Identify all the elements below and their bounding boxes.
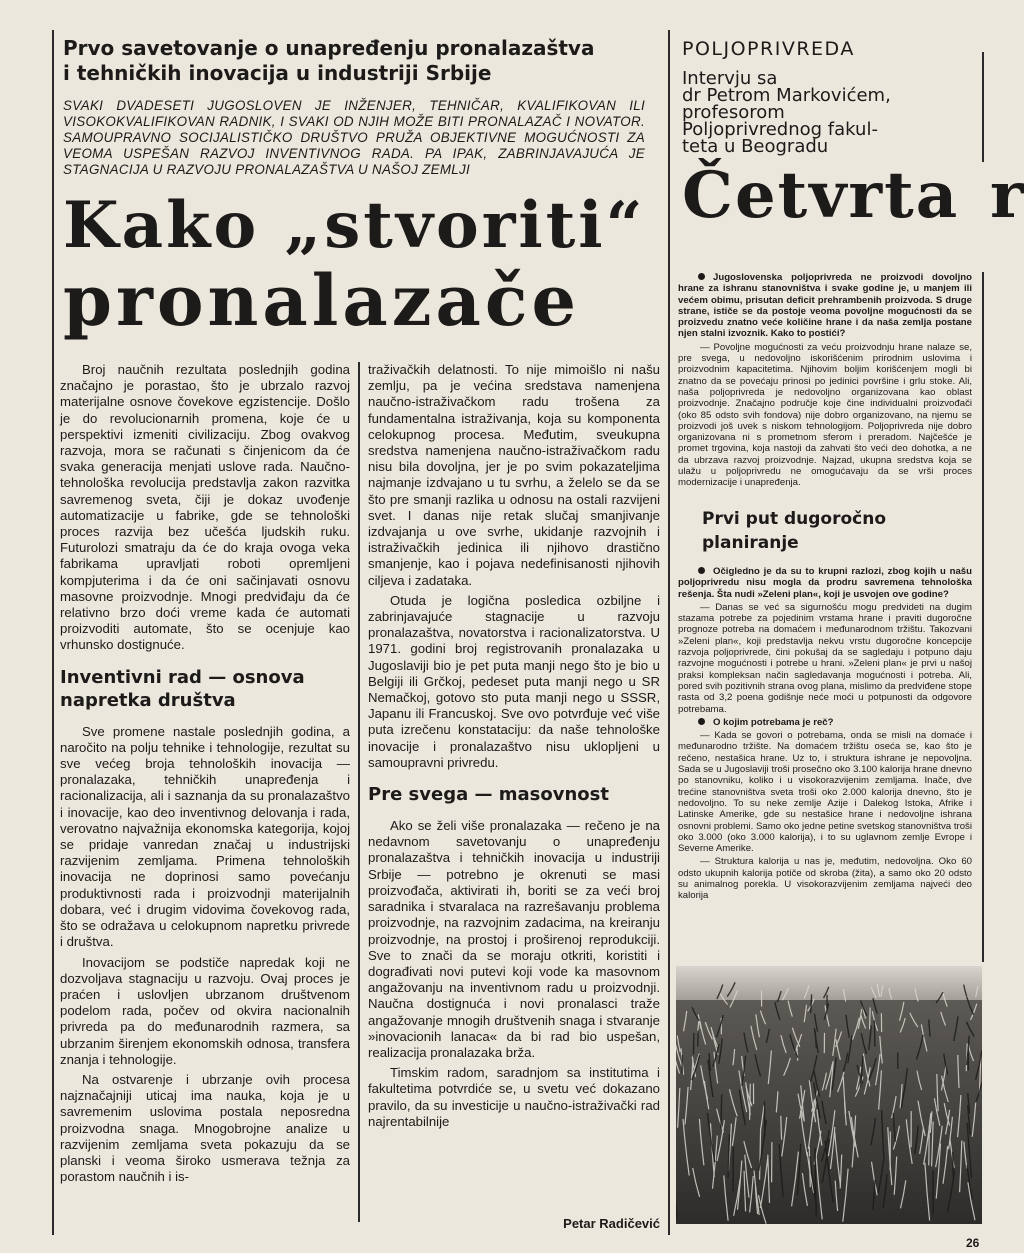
subheading: Inventivni rad — osnova napretka društva	[60, 666, 305, 711]
crop-stalk	[721, 1094, 722, 1128]
interview-subheading: Prvi put dugoročno planiranje	[702, 509, 887, 553]
interview-text-top	[678, 272, 972, 491]
sidebar-headline: Četvrta	[682, 158, 960, 233]
interview-line: Poljoprivrednog fakul-	[682, 119, 878, 140]
crop-stalk	[750, 1084, 751, 1120]
article-byline: Petar Radičević	[563, 1216, 660, 1231]
interview-answer: — Kada se govori o potrebama, onda se misli na domaće i međunarodno tržište. Na domaćem tržištu oseća se, kao što je rečeno, nestašica hrane. Uz to, i struktura ishrane je nepovoljna. Sada se u Jugoslaviji troši prosečno oko 3.100 kalorija hrane dnevno po stanovniku, koliko i u visokorazvijenim zemljama. Inače, dve trećine stanovništva sveta troši oko 2.000 kalorija dnevno, što je nedovoljno. To su neke zemlje Azije i Dalekog Istoka, Afrike i Latinske Amerike, gde su nestašice hrane i nedovoljne ishrana osnovni problemi. Samo oko jedne petine svetskog stanovništva troši oko 3.000 (oko 3.000 kalorija), i to su uglavnom zemlje Evrope i Severne Amerike.	[678, 730, 972, 855]
field-photo	[676, 966, 982, 1224]
interview-heading	[682, 70, 982, 155]
article-lede: SVAKI DVADESETI JUGOSLOVEN JE INŽENJER, TEHNIČAR, KVALIFIKOVAN ILI VISOKOKVALIFIKOVAN RADNIK, I SVAKI OD NJIH MOŽE BITI PRONALAZAČ I NOVATOR. SAMOUPRAVNO SOCIJALISTIČKO DRUŠTVO PRUŽA OBJEKTIVNE MOGUĆNOSTI ZA VEOMA USPEŠAN RAZVOJ INVENTIVNOG RADA. PA IPAK, ZABRINJAVAJUĆA JE STAGNACIJA U RAZVOJU PRONALAZAŠTVA U NAŠOJ ZEMLJI	[63, 98, 645, 177]
right-edge-rule-lower	[982, 272, 984, 962]
paragraph: traživačkih delatnosti. To nije mimoišlo ni našu zemlju, pa je većina sredstava namenjena naučno-istraživačkom radu trošena za fundamentalna istraživanja, koja su komponenta celokupnog procesa. Međutim, sveukupna sredstva namenjena naučno-istraživačkom radu nisu bila dovoljna, jer je po svim pokazateljima najmanje izdvajano u tu svrhu, a želelo se da se što pre smanji razlika u odnosu na ostali razvijeni svet. I danas nije retak slučaj smanjivanje izdvajanja u ove svrhe, ukidanje razvojnih i istraživačkih jedinica ili njihovo drastično smanjenje, kao i pojava nedefinisanosti njihovih ciljeva i zadataka.	[368, 362, 660, 588]
bullet-dot-icon	[698, 567, 705, 574]
interview-line: Intervju sa	[682, 68, 778, 89]
interview-question: Očigledno je da su to krupni razlozi, zbog kojih u našu poljoprivredu nisu mogla da prodru savremena tehnološka rešenja. Šta nudi »Zeleni plan«, koji je usvojen ove godine?	[678, 566, 972, 600]
right-edge-rule	[982, 52, 984, 162]
crop-stalk	[870, 1008, 871, 1030]
paragraph: Otuda je logična posledica ozbiljne i zabrinjavajuće stagnacije u razvoju pronalazaštva, novatorstva i racionalizatorstva. U 1971. godini broj registrovanih pronalazaka u Jugoslaviji bio je pet puta manji nego što je bio u Belgiji ili Grčkoj, pedeset puta manji nego u SR Nemačkoj, gotovo sto puta manji nego u SSSR, Japanu ili Francuskoj. Sve ovo potvrđuje već više puta izrečenu konstataciju: da naše tehnološke inovacije i pronalazaštvo nisu uklopljeni u samoupravni privredu.	[368, 592, 660, 770]
article-column-left	[60, 362, 350, 1189]
interview-line: profesorom	[682, 102, 785, 123]
interview-answer: — Povoljne mogućnosti za veću proizvodnju hrane nalaze se, pre svega, u nedovoljno iskorišćenim prirodnim uslovima i proizvodnim kapacitetima. Njihovim boljim korišćenjem mogli bi znatno da se povećaju prinosi po jedinici površine i grlu stoke. Ali, naša poljoprivreda je nedovoljno organizovana kao oblast proizvodnje. Značajno područje koje čine individualni proizvođači (oko 85 odsto svih fondova) nije dobro organizovano, na njemu se proizvodi još uvek s niskom tehnologijom. Poljoprivreda nije dobro organizovana ni s prometnom sferom i preradom. Najčešće je promet trgovina, koja nastoji da zahvati što veći deo dohotka, a ne da ubrzava razvoj proizvodnje. Najzad, ukupna sredstva koja se ulažu u poljoprivredu ne omogućavaju da se vrši proces modernizacije i unapređenja.	[678, 341, 972, 489]
header-title-line2: i tehničkih inovacija u industriji Srbije	[63, 61, 492, 85]
interview-line: teta u Beogradu	[682, 136, 829, 157]
page-number: 26	[966, 1236, 980, 1250]
crop-stalk	[693, 1033, 694, 1055]
right-section-rule	[668, 30, 670, 1235]
paragraph: Na ostvarenje i ubrzanje ovih procesa najznačajniji uticaj ima nauka, koja je u savremenim uslovima postala neposredna proizvodna snaga. Mnogobrojne analize u razvijenim zemljama sveta pokazuju da se planski i veoma široko usmerava težnja za porastom naučnih i is-	[60, 1071, 350, 1185]
paragraph: Ako se želi više pronalazaka — rečeno je na nedavnom savetovanju o unapređenju pronalazaštva i tehničkih inovacija u industriji Srbije — potrebno je okrenuti se masi proizvođača, aktivirati ih, boriti se za veći broj saradnika i stvaralaca na razrešavanju problema proizvodnje, na razvojnim zadacima, na kreiranju proizvodnje, na prostoj i proširenoj reprodukciji. Sve to znači da se moraju otkriti, koristiti i dograđivati novi putevi koji vode ka masovnom angažovanju na inventivnom radu u proizvodnji. Naučna dostignuća i novi pronalasci traže angažovanje mnogih društvenih snaga i stvaranje »inovacionih lanaca« da bi rad bio uspešan, realizacija pronalazaka brža.	[368, 818, 660, 1060]
header-title-line1: Prvo savetovanje o unapređenju pronalazaštva	[63, 36, 595, 60]
article-header-title	[63, 36, 653, 86]
interview-text-bottom	[678, 566, 972, 904]
section-title: POLJOPRIVREDA	[682, 38, 855, 60]
paragraph: Broj naučnih rezultata poslednjih godina značajno je porastao, što je ubrzalo razvoj materijalne osnove čovekove egzistencije. Došlo je do revolucionarnih promena, koje će u perspektivi izmeniti civilizaciju. Zbog ovakvog razvoja, mora se računati s činjenicom da će svaka generacija menjati uslove rada. Naučno-tehnološka revolucija predstavlja zakon razvitka savremenog sveta, čiji je dokaz uvođenje automatizacije u fabrike, gde se tehnološki proces razvija bez učešća ljudskih ruku. Futurolozi smatraju da će do kraja ovoga veka fabrikama upravljati roboti opremljeni kompjuterima i da će oni sačinjavati osnovu masovne proizvodnje. Mnogi predviđaju da će relativno brzo doći vreme kada će automati proizvoditi automate, što se ocenjuje kao vrhunsko dostignuće.	[60, 362, 350, 653]
interview-line: dr Petrom Markovićem,	[682, 85, 891, 106]
paragraph: Timskim radom, saradnjom sa institutima i fakultetima potvrdiće se, u svetu već dokazano pravilo, da su investicije u naučno-istraživački rad najrentabilnije	[368, 1065, 660, 1129]
headline-line2: pronalazače	[63, 259, 580, 342]
interview-answer: — Struktura kalorija u nas je, međutim, nedovoljna. Oko 60 odsto ukupnih kalorija potiče od skroba (žita), a samo oko 20 odsto su animalnog porekla. U visokorazvijenim zemljama najveći deo kalorija	[678, 856, 972, 902]
bullet-dot-icon	[698, 273, 705, 280]
left-column-rule	[52, 30, 54, 1235]
sidebar-headline-cut: r	[990, 158, 1024, 233]
crop-stalk	[953, 1152, 954, 1179]
bullet-dot-icon	[698, 718, 705, 725]
interview-question: Jugoslovenska poljoprivreda ne proizvodi dovoljno hrane za ishranu stanovništva i svake godine je, u manjem ili većem obimu, prisutan deficit prehrambenih proizvoda. S druge strane, ističe se da postoje veoma povoljne mogućnosti da se proizvedu znatno veće količine hrane i da naša zemlja postane njen stalni izvoznik. Kako to postići?	[678, 272, 972, 340]
interview-answer: — Danas se već sa sigurnošću mogu predvideti na dugim stazama potrebe za pojedinim vrstama hrane i praviti dugoročne prognoze potreba na domaćem i međunarodnom tržištu. Takozvani »Zeleni plan«, koji predstavlja nekvu vrstu dugoročne koncepcije razvoja poljoprivrede, čini pokušaj da se sagledaju i potpuno daju razvojne mogućnosti i potrebe u hrani. »Zeleni plan« je prvi u našoj praksi kompleksan način sagledavanja mogućnosti i potreba. Ali, pored svih pozitivnih strana ovog plana, mislimo da predviđene stope rasta od 3,2 poena godišnje neće moći u potpunosti da odgovore potrebama.	[678, 601, 972, 715]
crop-stalk	[781, 1116, 782, 1140]
headline-line1: Kako „stvoriti“	[63, 188, 646, 263]
subheading: Pre svega — masovnost	[368, 784, 609, 806]
crop-stalk	[874, 1020, 875, 1047]
paragraph: Inovacijom se podstiče napredak koji ne dozvoljava stagnaciju u razvoju. Ovaj proces je praćen i uslovljen ubrzanom društvenom podelom rada, počev od okvira nacionalnih privreda pa do međunarodnih razmera, sa ubrzanim širenjem ekonomskih odnosa, transfera znanja i tehnologije.	[60, 954, 350, 1067]
middle-column-rule	[358, 362, 360, 1222]
article-headline	[63, 190, 663, 340]
paragraph: Sve promene nastale poslednjih godina, a naročito na polju tehnike i tehnologije, rezultat su sve većeg broja tehnoloških inovacija — pronalazaka, tehničkih unapređenja i racionalizacija, ali i saznanja da su pronalazaštvo i inovacije, kao deo inventivnog delovanja i rada, verovatno najvažnija ekonomska kategorija, kojoj se pridaje vanredan značaj u industrijski razvijenim zemljama. Primena tehnoloških inovacija ne doprinosi samo povećanju produktivnosti rada i proizvodnji materijalnih dobara, već i drugim vidovima čovekovog rada, što se odražava u celokupnom napretku privrede i društva.	[60, 723, 350, 950]
interview-question: O kojim potrebama je reč?	[678, 717, 972, 728]
article-column-middle	[368, 362, 660, 1134]
field-photo-illustration	[676, 966, 982, 1224]
crop-stalk	[811, 994, 812, 1013]
